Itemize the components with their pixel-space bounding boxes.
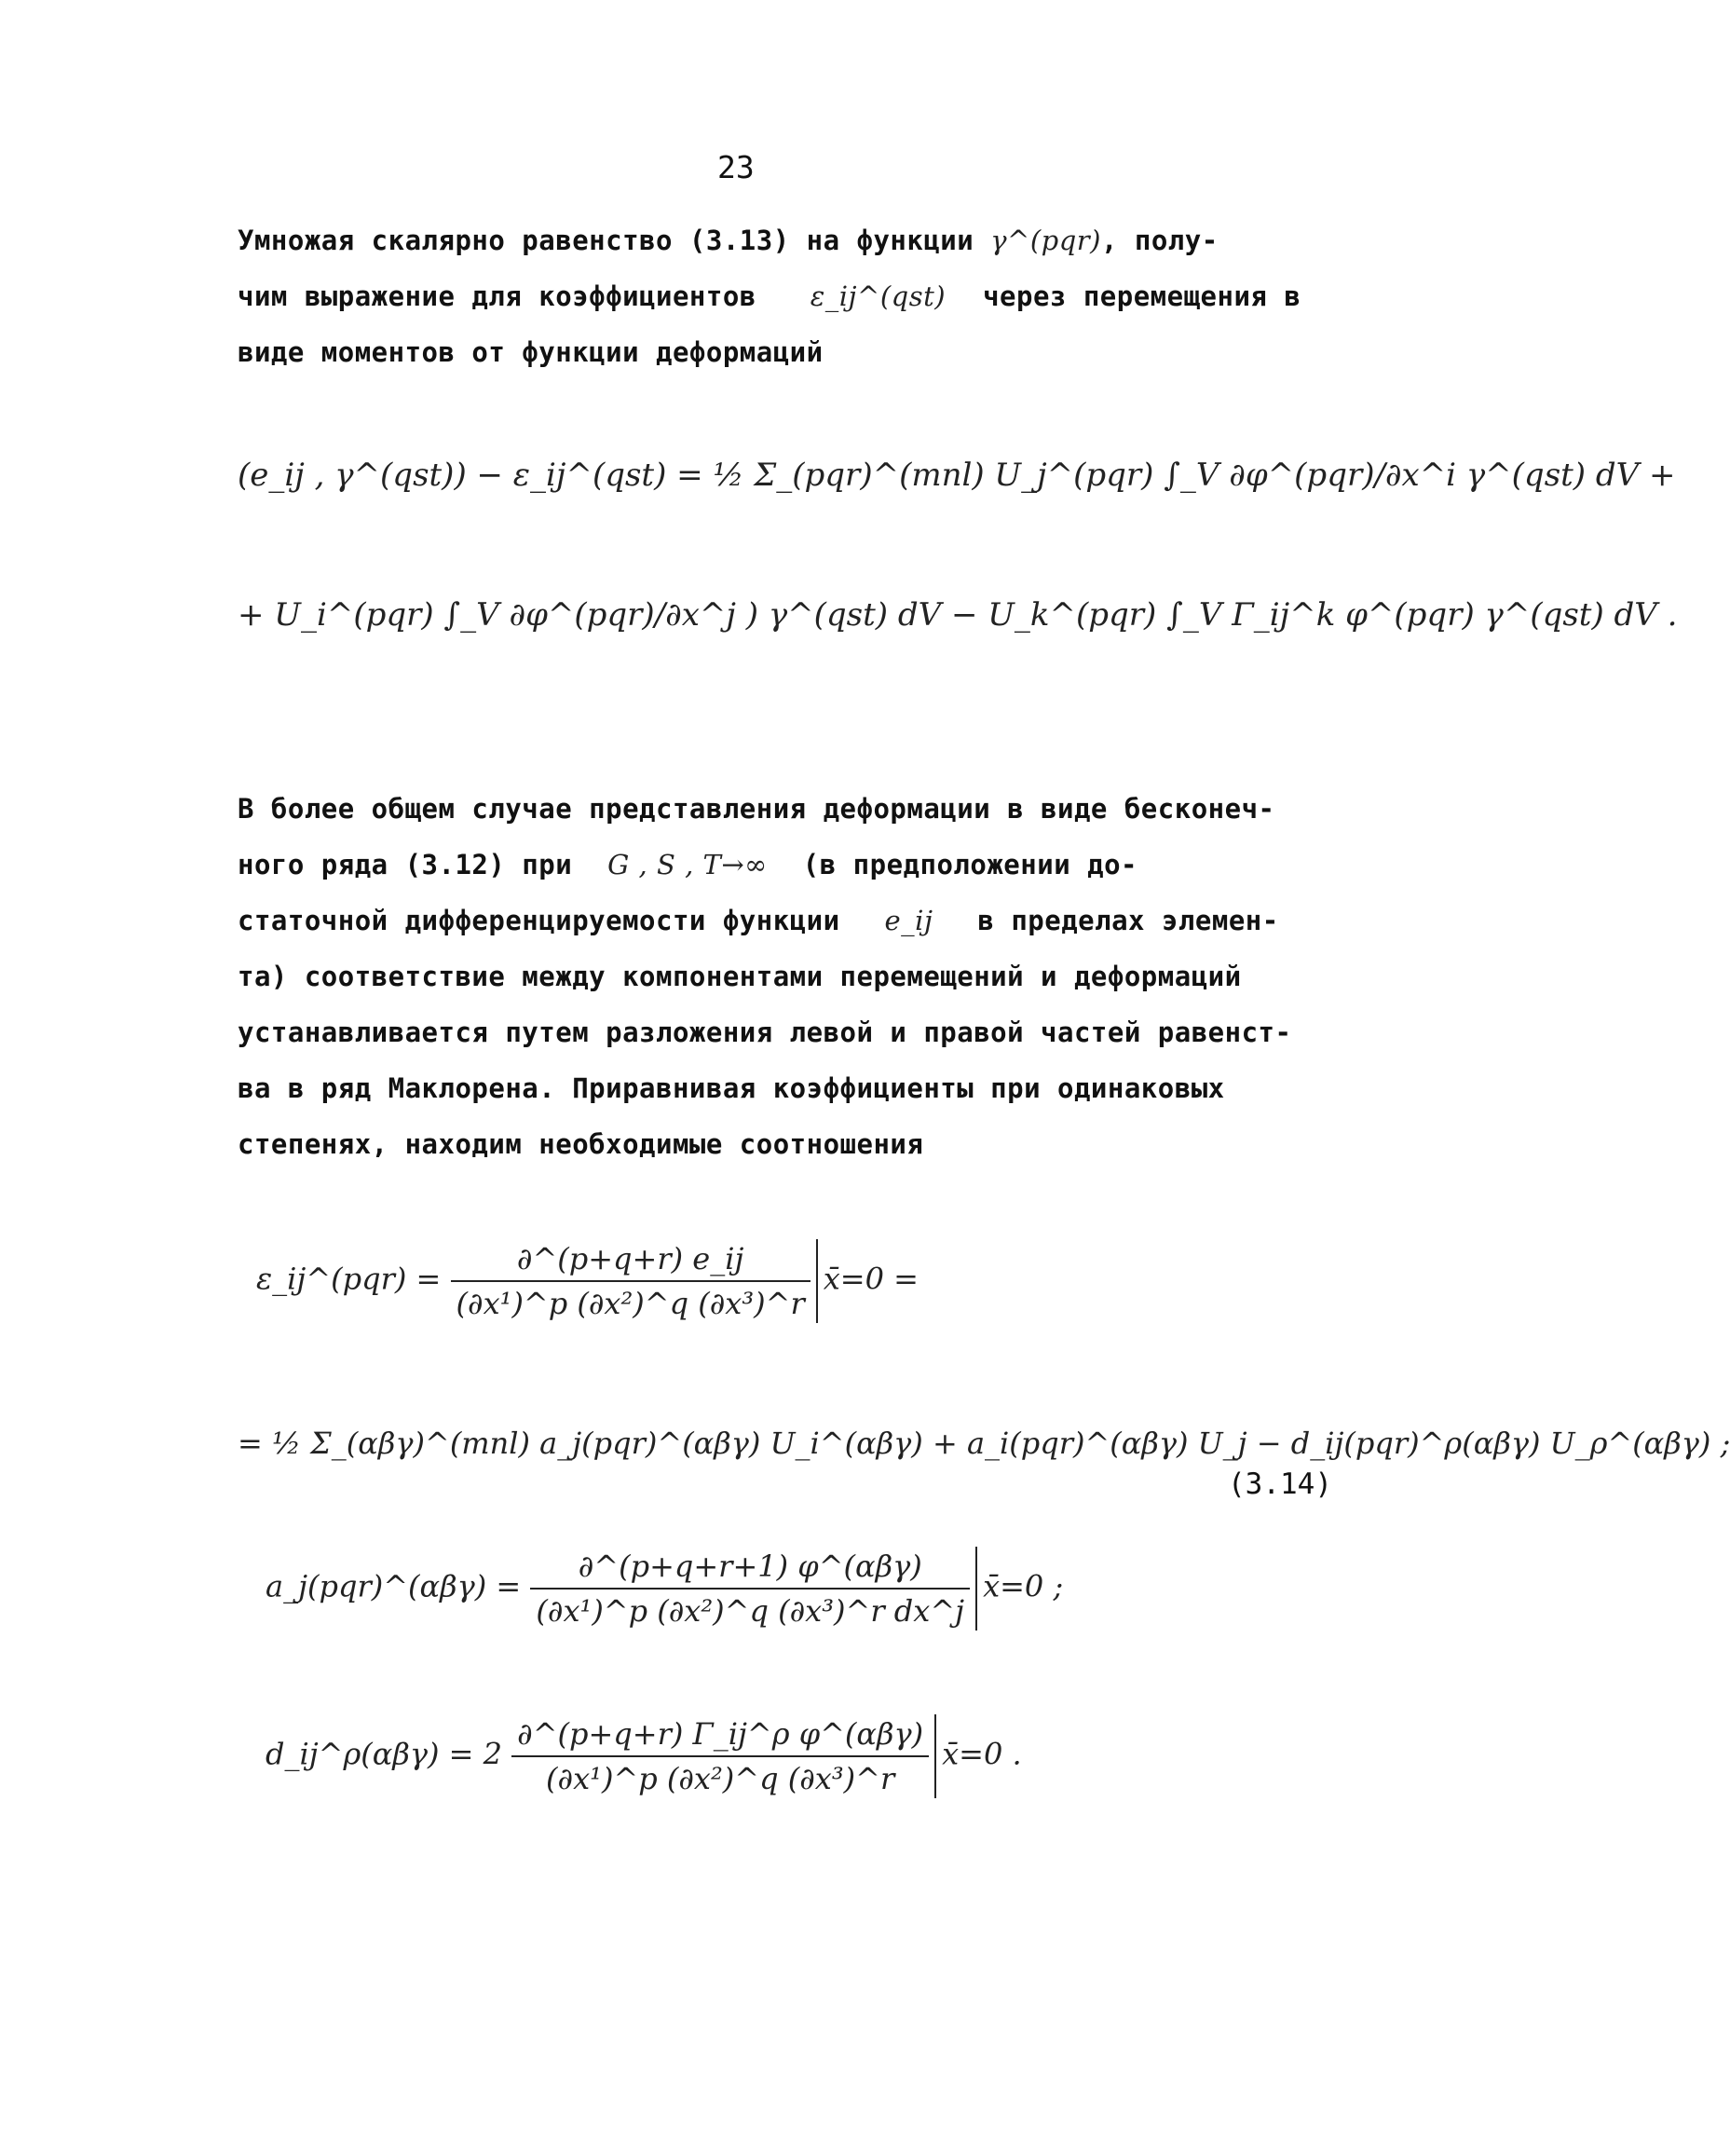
gst-symbols: G , S , T→∞ bbox=[607, 849, 768, 880]
eq1-denominator: (∂x¹)^p (∂x²)^q (∂x³)^r bbox=[456, 1286, 805, 1321]
body-text-3a: статочной дифференцируемости функции bbox=[238, 905, 840, 936]
eq4-eval-bar bbox=[934, 1714, 936, 1798]
intro-text-2a: чим выражение для коэффициентов bbox=[238, 280, 756, 312]
body-text-2b: (в предположении до- bbox=[802, 849, 1137, 880]
intro-text-1b: , полу- bbox=[1100, 225, 1219, 256]
eq4-numerator: ∂^(p+q+r) Γ_ij^ρ φ^(αβγ) bbox=[511, 1716, 929, 1757]
eq4-denominator: (∂x¹)^p (∂x²)^q (∂x³)^r bbox=[546, 1761, 895, 1796]
intro-line-2 bbox=[238, 268, 1346, 324]
formula-1-line-2: + U_i^(pqr) ∫_V ∂φ^(pqr)/∂x^j ) γ^(qst) dV − U_k^(pqr) ∫_V Γ_ij^k φ^(pqr) γ^(qst) dV . bbox=[238, 596, 1678, 634]
system-eq-3 bbox=[266, 1547, 1063, 1631]
eij-symbol: e_ij bbox=[884, 905, 933, 936]
intro-line-3: виде моментов от функции деформаций bbox=[238, 336, 824, 368]
eq1-eval-bar bbox=[816, 1239, 818, 1323]
eq3-lhs: a_j(pqr)^(αβγ) = bbox=[266, 1568, 522, 1604]
body-text-2a: ного ряда (3.12) при bbox=[238, 849, 573, 880]
body-line-1: В более общем случае представления деформации в виде бесконеч- bbox=[238, 793, 1275, 825]
system-eq-1 bbox=[256, 1239, 919, 1323]
body-line-7: степенях, находим необходимые соотношения bbox=[238, 1128, 924, 1160]
body-line-3 bbox=[238, 893, 1346, 948]
eq1-numerator: ∂^(p+q+r) e_ij bbox=[451, 1241, 811, 1282]
eq3-denominator: (∂x¹)^p (∂x²)^q (∂x³)^r dx^j bbox=[536, 1593, 965, 1629]
eq3-fraction bbox=[530, 1549, 970, 1629]
eq1-lhs: ε_ij^(pqr) = bbox=[256, 1261, 442, 1297]
intro-paragraph bbox=[238, 212, 1346, 380]
formula-1-line-1: (e_ij , γ^(qst)) − ε_ij^(qst) = ½ Σ_(pqr)^(mnl) U_j^(pqr) ∫_V ∂φ^(pqr)/∂x^i γ^(qst) dV + bbox=[238, 457, 1676, 494]
eq1-fraction bbox=[451, 1241, 811, 1321]
eq3-eval-bar bbox=[975, 1547, 977, 1631]
intro-text-2b: через перемещения в bbox=[983, 280, 1301, 312]
system-eq-2: = ½ Σ_(αβγ)^(mnl) a_j(pqr)^(αβγ) U_i^(αβγ) + a_i(pqr)^(αβγ) U_j − d_ij(pqr)^ρ(αβγ) U_ρ^(αβγ) ; bbox=[238, 1426, 1730, 1461]
body-paragraph bbox=[238, 781, 1346, 1172]
body-text-3b: в пределах элемен- bbox=[977, 905, 1279, 936]
body-line-2 bbox=[238, 837, 1346, 893]
intro-line-1 bbox=[238, 212, 1346, 268]
equation-number: (3.14) bbox=[1228, 1467, 1332, 1501]
eq3-tail: x̄=0 ; bbox=[983, 1568, 1064, 1604]
epsilon-symbol: ε_ij^(qst) bbox=[810, 280, 947, 312]
eq1-tail: x̄=0 = bbox=[823, 1261, 919, 1297]
body-line-5: устанавливается путем разложения левой и правой частей равенст- bbox=[238, 1017, 1292, 1048]
eq4-fraction bbox=[511, 1716, 929, 1796]
system-eq-4 bbox=[266, 1714, 1022, 1798]
page-number: 23 bbox=[717, 149, 755, 185]
body-line-4: та) соответствие между компонентами перемещений и деформаций bbox=[238, 961, 1242, 992]
intro-text-1a: Умножая скалярно равенство (3.13) на функции bbox=[238, 225, 974, 256]
eq3-numerator: ∂^(p+q+r+1) φ^(αβγ) bbox=[530, 1549, 970, 1590]
eq4-tail: x̄=0 . bbox=[942, 1736, 1022, 1772]
body-line-6: ва в ряд Маклорена. Приравнивая коэффициенты при одинаковых bbox=[238, 1072, 1225, 1104]
gamma-symbol: γ^(pqr) bbox=[990, 225, 1101, 256]
eq4-lhs: d_ij^ρ(αβγ) = 2 bbox=[266, 1736, 502, 1772]
